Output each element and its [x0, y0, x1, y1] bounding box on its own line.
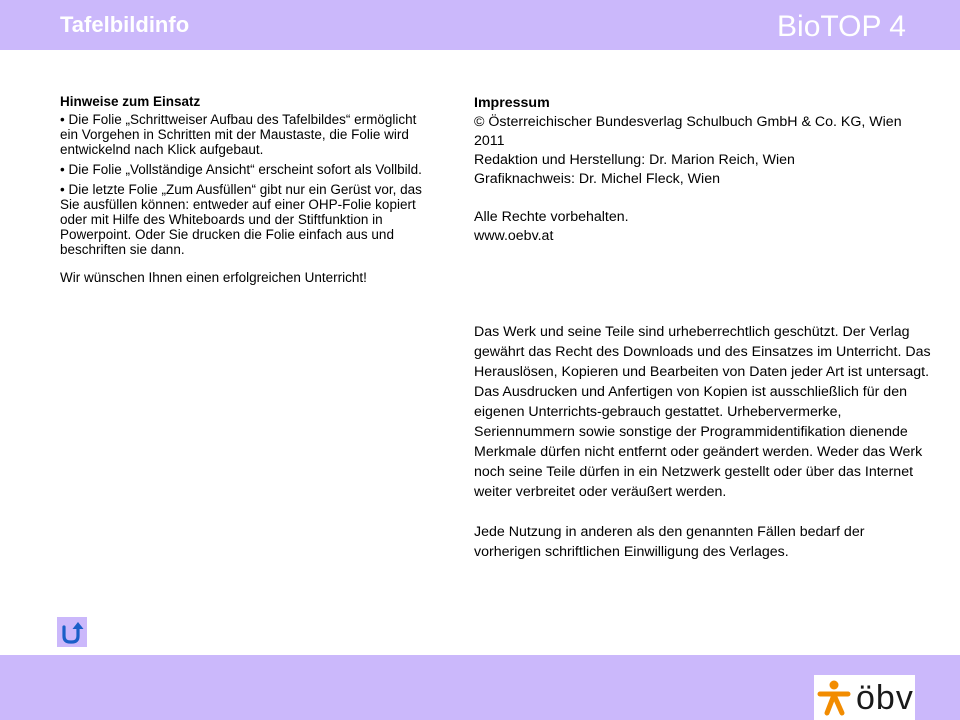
impressum-editorial: Redaktion und Herstellung: Dr. Marion Reich, Wien: [474, 152, 795, 168]
hints-section: [60, 94, 430, 285]
return-arrow-icon: [57, 617, 87, 647]
impressum-rights: Alle Rechte vorbehalten.: [474, 209, 629, 225]
impressum-section: [474, 94, 934, 246]
logo-text: öbv: [856, 679, 914, 717]
header-bar: [0, 0, 960, 50]
page-title: Tafelbildinfo: [60, 12, 190, 37]
impressum-copyright: © Österreichischer Bundesverlag Schulbuch GmbH & Co. KG, Wien 2011: [474, 114, 902, 149]
hints-heading: Hinweise zum Einsatz: [60, 94, 201, 109]
hint-bullet-2: • Die Folie „Vollständige Ansicht“ erscheint sofort als Vollbild.: [60, 162, 422, 177]
hint-bullet-3: • Die letzte Folie „Zum Ausfüllen“ gibt nur ein Gerüst vor, das Sie ausfüllen können: entweder auf einer OHP-Folie kopiert oder mit Hilfe des Whiteboards und der Stiftfunktion in Powerpoint. Oder Sie drucken die Folie einfach aus und beschriften sie dann.: [60, 182, 422, 257]
brand-title: BioTOP 4: [777, 10, 906, 43]
legal-paragraph-1: Das Werk und seine Teile sind urheberrechtlich geschützt. Der Verlag gewährt das Recht des Downloads und des Einsatzes im Unterricht. Das Herauslösen, Kopieren und Bearbeiten von Daten jeder Art ist untersagt. Das Ausdrucken und Anfertigen von Kopien ist ausschließlich für den eigenen Unterrichts-gebrauch gestattet. Urhebervermerke, Seriennummern sowie sonstige der Programmidentifikation dienende Merkmale dürfen nicht entfernt oder geändert werden. Weder das Werk noch seine Teile dürfen in ein Netzwerk gestellt oder über das Internet weiter verbreitet oder veräußert werden.: [474, 324, 931, 500]
closing-text: Wir wünschen Ihnen einen erfolgreichen Unterricht!: [60, 270, 367, 285]
impressum-graphics: Grafiknachweis: Dr. Michel Fleck, Wien: [474, 171, 720, 187]
impressum-heading: Impressum: [474, 95, 550, 111]
impressum-website: www.oebv.at: [474, 228, 554, 244]
figure-icon: [814, 675, 854, 720]
oebv-logo: [814, 675, 915, 720]
back-button[interactable]: [57, 617, 87, 647]
legal-paragraph-2: Jede Nutzung in anderen als den genannten Fällen bedarf der vorherigen schriftlichen Einwilligung des Verlages.: [474, 524, 865, 560]
hint-bullet-1: • Die Folie „Schrittweiser Aufbau des Tafelbildes“ ermöglicht ein Vorgehen in Schritten mit der Maustaste, die Folie wird entwickelnd nach Klick aufgebaut.: [60, 112, 417, 157]
legal-section: [474, 322, 934, 562]
